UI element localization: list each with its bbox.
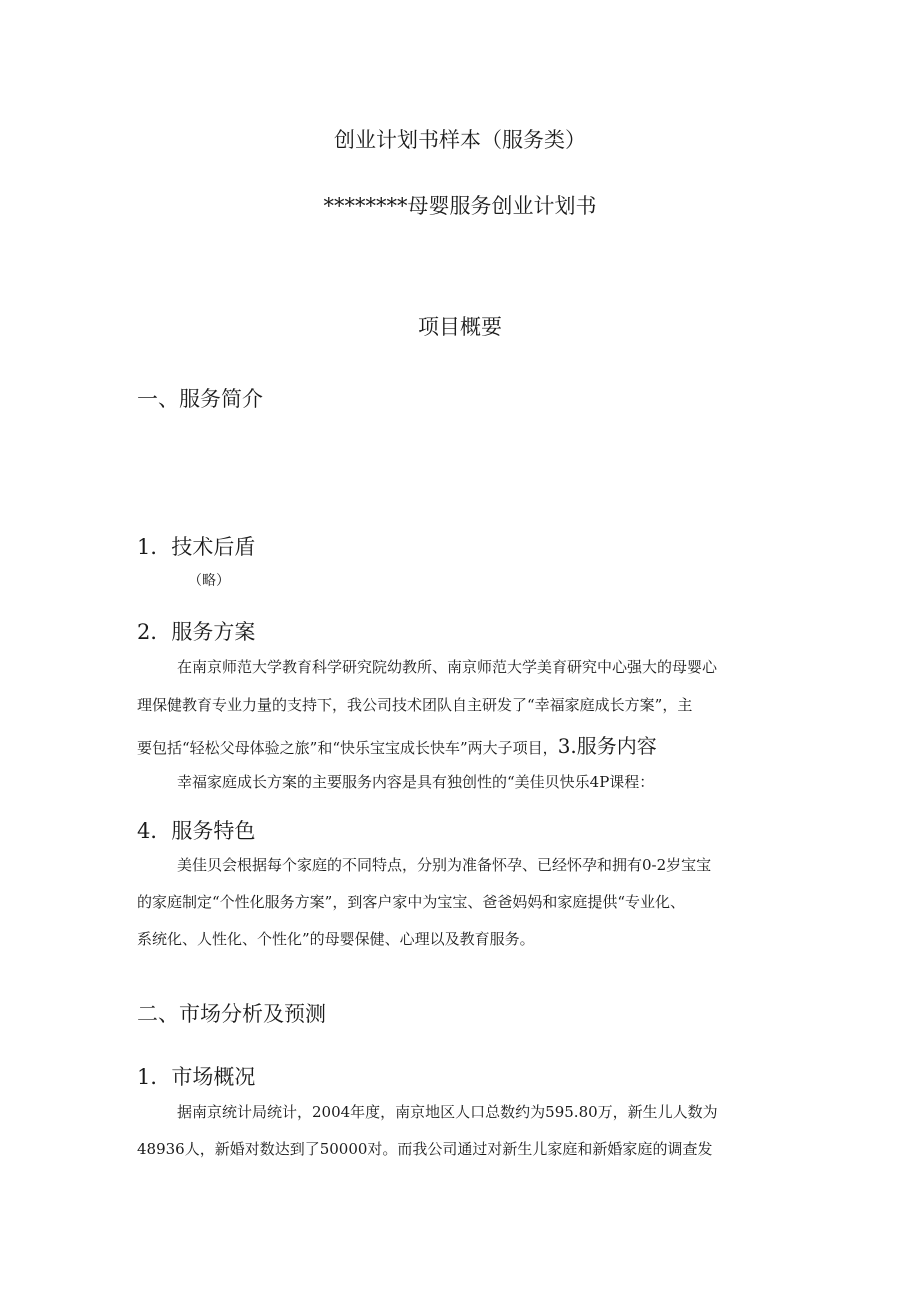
- paragraph-line: 据南京统计局统计，2004年度，南京地区人口总数约为595.80万，新生儿人数为: [177, 1103, 718, 1121]
- paragraph-line: 系统化、人性化、个性化”的母婴保健、心理以及教育服务。: [137, 930, 535, 948]
- overview-heading: 项目概要: [418, 315, 502, 339]
- subheading-market-overview: 1．市场概况: [137, 1065, 256, 1089]
- paragraph-line: 幸福家庭成长方案的主要服务内容是具有独创性的“美佳贝快乐4P课程：: [177, 773, 655, 791]
- section-heading-service-intro: 一、服务简介: [137, 387, 263, 411]
- subheading-tech-support: 1．技术后盾: [137, 535, 256, 559]
- document-subtitle: ********母婴服务创业计划书: [323, 194, 597, 218]
- paragraph-line: 理保健教育专业力量的支持下，我公司技术团队自主研发了“幸福家庭成长方案”，主: [137, 696, 693, 714]
- paragraph-line: 48936人，新婚对数达到了50000对。而我公司通过对新生儿家庭和新婚家庭的调查发: [137, 1140, 713, 1158]
- paragraph-line: [137, 730, 657, 759]
- subheading-service-features: 4．服务特色: [137, 819, 256, 843]
- paragraph-line: 的家庭制定“个性化服务方案”，到客户家中为宝宝、爸爸妈妈和家庭提供“专业化、: [137, 893, 686, 911]
- paragraph-line: 在南京师范大学教育科学研究院幼教所、南京师范大学美育研究中心强大的母婴心: [177, 658, 718, 676]
- paragraph-line: 美佳贝会根据每个家庭的不同特点，分别为准备怀孕、已经怀孕和拥有0-2岁宝宝: [177, 856, 712, 874]
- subheading-service-plan: 2．服务方案: [137, 620, 256, 644]
- section-heading-market-analysis: 二、市场分析及预测: [137, 1002, 326, 1026]
- document-title: 创业计划书样本（服务类）: [334, 128, 586, 152]
- paragraph-line-text: 要包括“轻松父母体验之旅”和“快乐宝宝成长快车”两大子项目，: [137, 739, 558, 757]
- subheading-service-content: 3.服务内容: [557, 734, 657, 758]
- tech-support-note: （略）: [188, 573, 230, 589]
